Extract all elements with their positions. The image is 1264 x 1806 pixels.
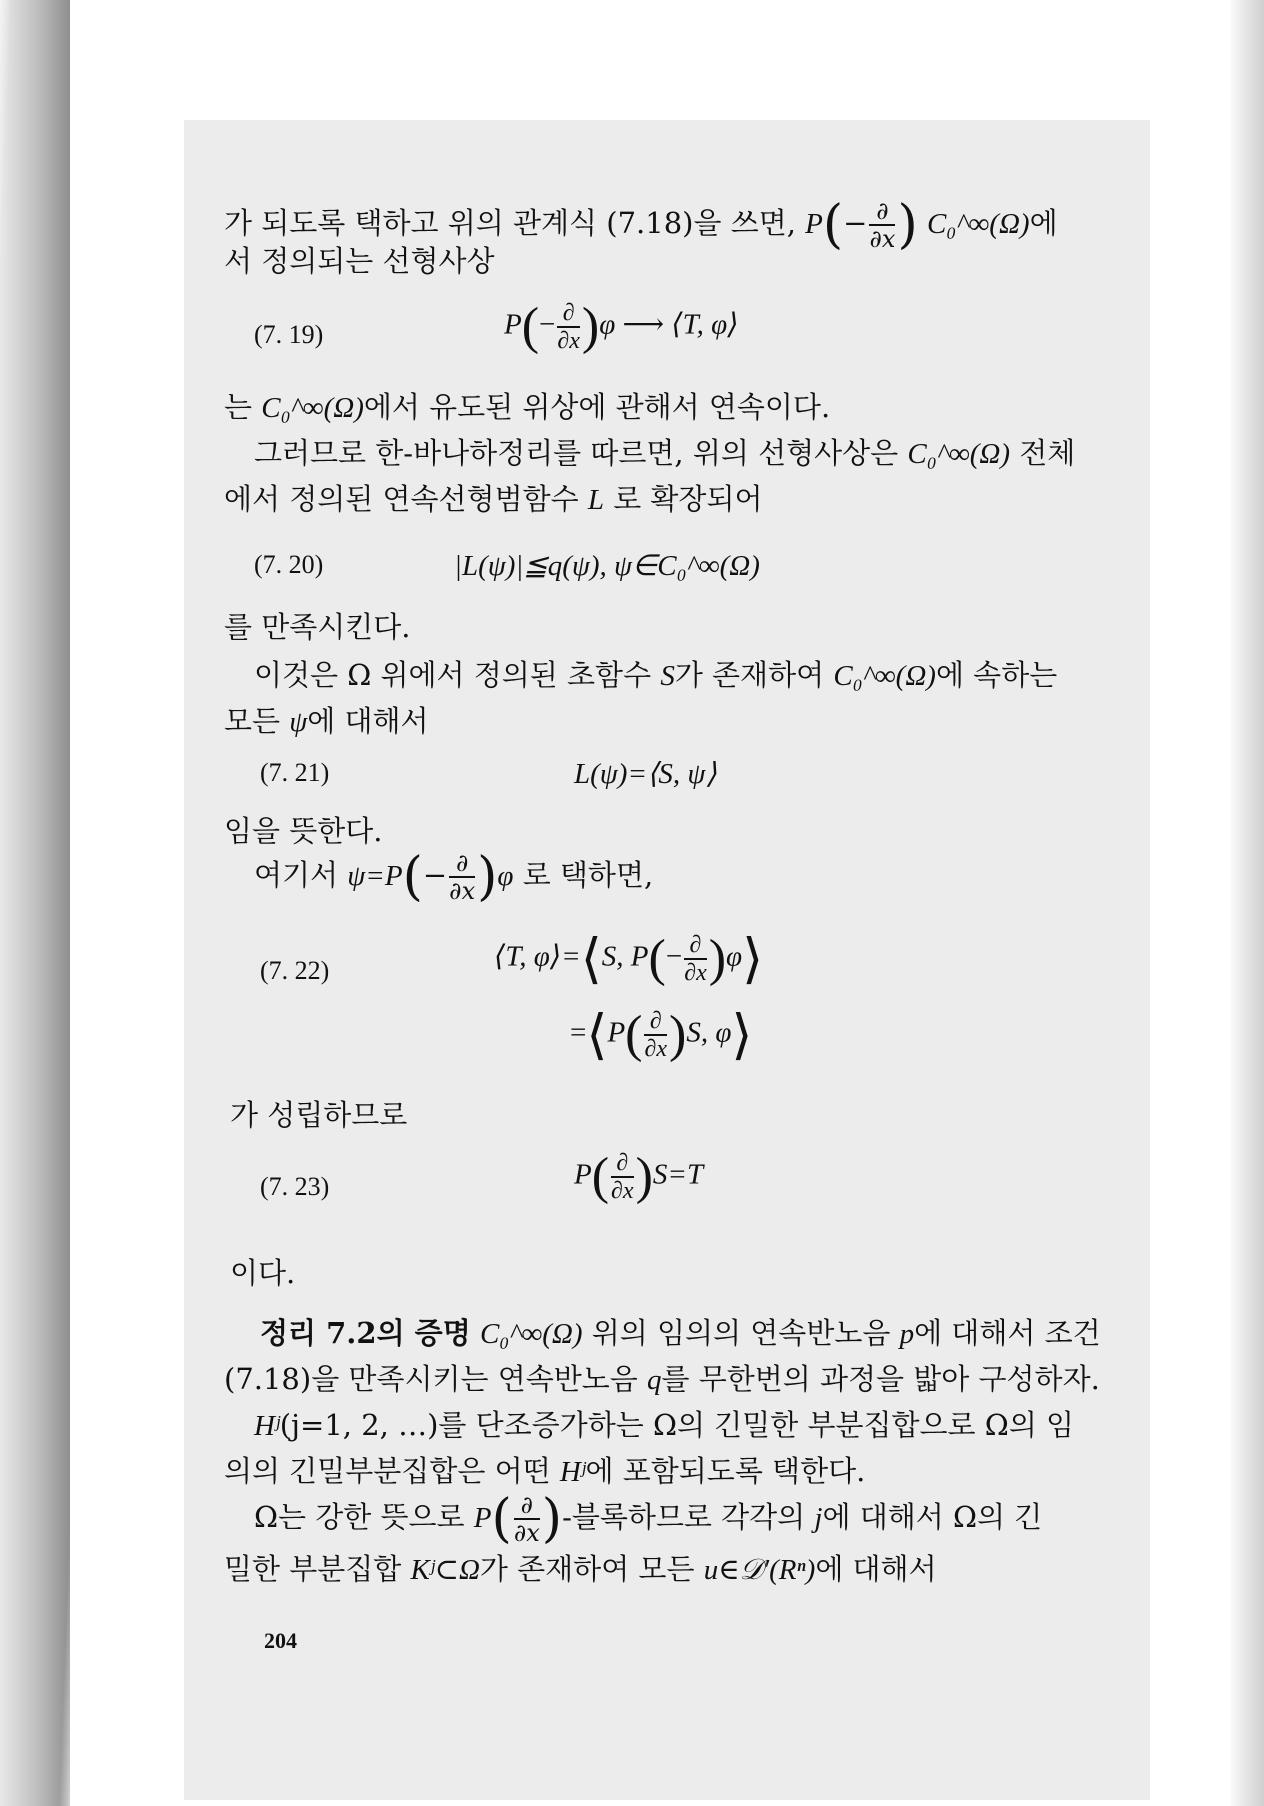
text-line-9b: 가 존재하여 — [674, 658, 825, 692]
math-P: P — [607, 1016, 626, 1049]
text-line-1a: 가 되도록 택하고 위의 관계식 (7.18)을 쓰면, — [224, 206, 796, 240]
frac-bottom: ∂x — [684, 960, 707, 986]
text-line-23c: 에 대해서 — [815, 1552, 937, 1586]
text-line-19b: 를 무한번의 과정을 밟아 구성하자. — [661, 1362, 1100, 1396]
text-line-5b: 전체 — [1019, 436, 1076, 470]
angle-close: ⟩ — [742, 929, 764, 989]
text-line-9 — [254, 658, 1057, 693]
text-line-6b: 로 확장되어 — [613, 482, 763, 516]
equation-number-7-20: (7. 20) — [254, 550, 324, 579]
frac-bottom: ∂x — [869, 225, 896, 253]
paren-open: ( — [402, 847, 423, 907]
paren-close: ) — [708, 930, 727, 987]
text-line-10a: 모든 — [224, 704, 281, 738]
frac-top: ∂ — [644, 1008, 667, 1036]
scanned-page — [184, 120, 1150, 1800]
math-p: p — [899, 1318, 915, 1350]
equation-number-7-22: (7. 22) — [260, 956, 330, 985]
math-minus: − — [539, 308, 556, 341]
frac-bottom: ∂x — [644, 1036, 667, 1062]
text-line-8: 를 만족시킨다. — [224, 610, 411, 644]
math-P: P — [574, 1158, 592, 1191]
math-phi-arrow-T-phi: φ ⟶ ⟨T, φ⟩ — [599, 308, 739, 341]
frac-top: ∂ — [449, 850, 475, 878]
math-S: S, — [601, 940, 624, 973]
equation-7-19 — [504, 300, 739, 354]
paren-open: ( — [822, 195, 844, 255]
text-line-4b: 에서 유도된 위상에 관해서 연속이다. — [363, 390, 831, 424]
paren-close: ) — [581, 298, 600, 355]
page-number: 204 — [264, 1628, 297, 1653]
text-line-23b: 가 존재하여 모든 — [479, 1552, 695, 1586]
book-spine-shadow — [0, 0, 70, 1806]
angle-close: ⟩ — [731, 1005, 753, 1065]
equation-7-21: L(ψ)=⟨S, ψ⟩ — [574, 758, 717, 790]
text-line-13 — [254, 847, 654, 907]
paren-close: ) — [897, 195, 918, 255]
theorem-proof-heading: 정리 7.2의 증명 — [260, 1316, 471, 1350]
paren-open: ( — [521, 298, 540, 355]
math-Hj: Hʲ — [254, 1410, 280, 1442]
math-Hj: Hʲ — [559, 1456, 586, 1488]
frac-top: ∂ — [869, 198, 895, 226]
frac-bottom: ∂x — [513, 1519, 540, 1547]
math-j: j — [814, 1502, 823, 1534]
math-q: q — [647, 1364, 662, 1396]
math-C0-infinity: C₀^∞(Ω) — [926, 208, 1030, 240]
math-S-eq-T: S=T — [652, 1158, 704, 1191]
frac-top: ∂ — [557, 300, 580, 328]
text-line-13b: 로 택하면, — [522, 858, 654, 892]
math-P: P — [504, 308, 522, 341]
equation-number-7-23: (7. 23) — [260, 1172, 330, 1201]
text-line-5a: 그러므로 한-바나하정리를 따르면, 위의 선형사상은 — [254, 436, 899, 470]
paren-open: ( — [591, 1148, 610, 1205]
math-S-phi: S, φ — [686, 1016, 732, 1049]
math-equals: = — [570, 1016, 587, 1049]
text-line-23a: 밀한 부분집합 — [224, 1552, 402, 1586]
equation-number-7-19: (7. 19) — [254, 320, 324, 349]
paren-close: ) — [669, 1006, 687, 1063]
angle-open: ⟨ — [580, 929, 602, 989]
text-line-17: 이다. — [230, 1256, 296, 1290]
text-line-20a: (j=1, 2, …)를 단조증가하는 Ω의 긴밀한 부분집합으로 Ω의 임 — [279, 1408, 1075, 1442]
text-line-22c: 에 대해서 Ω의 긴 — [822, 1500, 1043, 1534]
frac-top: ∂ — [684, 932, 707, 960]
text-line-20 — [254, 1408, 1074, 1443]
text-line-6 — [224, 482, 762, 517]
frac-bottom: ∂x — [557, 328, 580, 354]
fraction-d-dx — [557, 300, 580, 354]
math-Kj-subset: Kʲ⊂Ω — [410, 1554, 480, 1586]
math-minus: − — [843, 206, 868, 240]
text-line-18b: 에 대해서 조건 — [914, 1316, 1101, 1350]
math-psi: ψ — [289, 706, 308, 738]
paren-close: ) — [635, 1148, 653, 1205]
math-phi: φ — [497, 860, 514, 892]
text-line-4a: 는 — [224, 390, 253, 424]
math-minus: − — [665, 940, 683, 973]
text-line-22b: -블록하므로 각각의 — [562, 1500, 806, 1534]
text-line-19a: (7.18)을 만족시키는 연속반노음 — [224, 1362, 638, 1396]
text-line-1b: 에 — [1029, 206, 1058, 240]
math-L: L — [587, 484, 604, 516]
equation-7-22-line-2 — [570, 1005, 753, 1065]
text-line-22a: Ω는 강한 뜻으로 — [254, 1500, 465, 1534]
math-phi: φ — [726, 940, 743, 973]
math-minus: − — [422, 858, 448, 892]
text-line-13a: 여기서 — [254, 858, 339, 892]
equation-7-23 — [574, 1150, 703, 1204]
frac-top: ∂ — [514, 1492, 540, 1520]
text-line-10b: 에 대해서 — [307, 704, 429, 738]
fraction-d-dx — [449, 850, 475, 904]
math-u-in-D: u∈𝒟′(Rⁿ) — [703, 1554, 816, 1586]
paren-open: ( — [491, 1489, 512, 1549]
book-edge-right — [1230, 0, 1264, 1806]
fraction-d-dx — [611, 1150, 634, 1204]
angle-open: ⟨ — [586, 1005, 608, 1065]
math-C0-infinity: C₀^∞(Ω) — [261, 392, 364, 424]
fraction-d-dx — [869, 198, 895, 252]
fraction-d-dx — [644, 1008, 667, 1062]
math-C0-infinity: C₀^∞(Ω) — [479, 1318, 583, 1350]
text-line-9a: 이것은 Ω 위에서 정의된 초함수 — [254, 658, 652, 692]
text-line-15: 가 성립하므로 — [230, 1098, 408, 1132]
math-C0-infinity: C₀^∞(Ω) — [833, 660, 936, 692]
paren-open: ( — [648, 930, 666, 987]
text-line-18a: 위의 임의의 연속반노음 — [591, 1316, 891, 1350]
math-S: S — [660, 660, 675, 692]
frac-bottom: ∂x — [449, 877, 476, 905]
math-C0-infinity: C₀^∞(Ω) — [907, 438, 1011, 470]
equation-number-7-21: (7. 21) — [260, 758, 330, 787]
math-T-phi-eq: ⟨T, φ⟩= — [494, 940, 581, 973]
text-line-12: 임을 뜻한다. — [224, 814, 383, 848]
text-line-18 — [260, 1316, 1101, 1351]
math-psi-eq-P: ψ=P — [347, 860, 403, 892]
paren-open: ( — [625, 1006, 643, 1063]
text-line-21b: 에 포함되도록 택한다. — [585, 1454, 866, 1488]
math-P: P — [805, 208, 823, 240]
text-line-21 — [224, 1454, 865, 1489]
equation-7-20: |L(ψ)|≦q(ψ), ψ∈C₀^∞(Ω) — [454, 550, 760, 582]
fraction-d-dx — [514, 1492, 540, 1546]
text-line-2: 서 정의되는 선형사상 — [224, 244, 495, 278]
paren-close: ) — [541, 1489, 563, 1549]
equation-7-22-line-1 — [494, 929, 764, 989]
frac-bottom: ∂x — [611, 1178, 634, 1204]
text-line-21a: 의의 긴밀부분집합은 어떤 — [224, 1454, 551, 1488]
text-line-4 — [224, 390, 830, 425]
math-P: P — [630, 940, 649, 973]
frac-top: ∂ — [611, 1150, 634, 1178]
text-line-23 — [224, 1552, 937, 1587]
paren-close: ) — [477, 847, 498, 907]
fraction-d-dx — [684, 932, 707, 986]
text-line-9c: 에 속하는 — [935, 658, 1058, 692]
text-line-5 — [254, 436, 1075, 471]
text-line-22 — [254, 1489, 1043, 1549]
text-line-10 — [224, 704, 429, 739]
math-P: P — [473, 1502, 492, 1534]
text-line-6a: 에서 정의된 연속선형범함수 — [224, 482, 579, 516]
text-line-19 — [224, 1362, 1100, 1397]
